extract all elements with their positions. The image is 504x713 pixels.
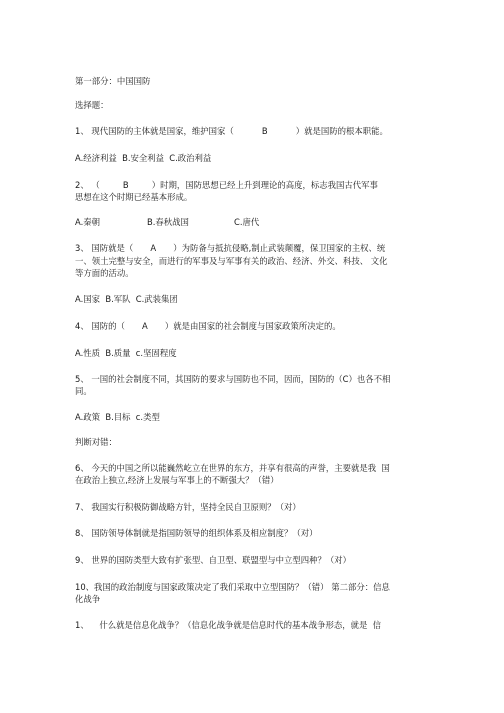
q2-line-2: 思想在这个时期已经基本形成。: [75, 192, 193, 202]
q1-options: A.经济利益 B.安全利益 C.政治利益: [75, 153, 212, 163]
question-5: 5、 一国的社会制度不同，其国防的要求与国防也不同，因而，国防的（C）也各不相: [75, 374, 391, 384]
part1-title: 第一部分：中国国防: [75, 76, 151, 86]
q4-options: A.性质 B.质量 c.坚固程度: [75, 348, 177, 358]
question-4: [75, 321, 341, 332]
q3-text-end: ）为防备与抵抗侵略,制止武装颠覆，保卫国家的主权、统: [173, 243, 386, 253]
q1-text-end: ）就是国防的根本职能。: [295, 126, 388, 136]
q1-text: 1、 现代国防的主体就是国家，维护国家（: [75, 126, 234, 136]
q5-options: A.政策 B.目标 c.类型: [75, 412, 160, 422]
question-2: [75, 180, 378, 191]
q5-line-2: 同。: [75, 386, 92, 396]
question-9: 9、 世界的国防类型大致有扩张型、自卫型、联盟型与中立型四种？（对）: [75, 555, 351, 565]
q2-text-end: ）时期，国防思想已经上升到理论的高度，标志我国古代军事: [151, 180, 378, 190]
q3-line-3: 等方面的活动。: [75, 268, 134, 278]
q4-text: 4、 国防的（: [75, 321, 125, 331]
q2-option-b: B.春秋战国: [147, 217, 189, 227]
q2-text: 2、 （: [75, 180, 100, 190]
q1-answer: B: [261, 126, 268, 136]
question-6: 6、 今天的中国之所以能巍然屹立在世界的东方，并享有很高的声誉，主要就是我 国: [75, 463, 390, 473]
question-10: 10、我国的政治制度与国家政策决定了我们采取中立型国防？（错） 第二部分：信息: [75, 582, 390, 592]
q4-text-end: ）就是由国家的社会制度与国家政策所决定的。: [164, 321, 341, 331]
q3-text: 3、 国防就是（: [75, 243, 134, 253]
section-true-false-heading: 判断对错：: [75, 437, 117, 447]
q2-option-a: A.秦朝: [75, 217, 100, 227]
q3-line-2: 一、领土完整与安全，而进行的军事及与军事有关的政治、经济、外交、科技、 文化: [75, 256, 388, 266]
q2-options: [75, 217, 259, 228]
q3-answer: A: [150, 243, 157, 253]
q6-line-2: 在政治上独立,经济上发展与军事上的不断强大？（错）: [75, 475, 279, 485]
question-3: [75, 243, 385, 254]
q2-answer: B: [122, 180, 129, 190]
question-1: [75, 126, 388, 137]
q10-line-2: 化战争: [75, 594, 101, 604]
q3-options: A.国家 B.军队 C.武装集团: [75, 294, 178, 304]
q2-option-c: C.唐代: [234, 217, 260, 227]
part2-question-1: 1、 什么就是信息化战争？（信息化战争就是信息时代的基本战争形态，就是 信: [75, 620, 382, 630]
section-choice-heading: 选择题：: [75, 100, 109, 110]
q4-answer: A: [142, 321, 148, 331]
question-7: 7、 我国实行积极防御战略方针，坚持全民自卫原则？（对）: [75, 502, 301, 512]
question-8: 8、 国防领导体制就是指国防领导的组织体系及相应制度？（对）: [75, 528, 318, 538]
